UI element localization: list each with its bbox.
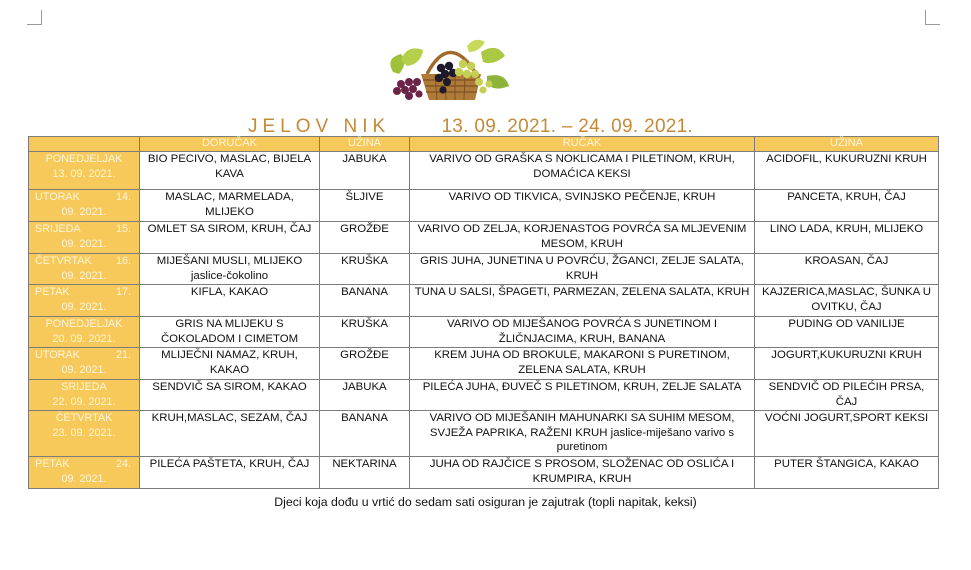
day-name: SRIJEDA [61, 381, 107, 393]
day-cell [29, 254, 140, 285]
snack2-cell: VOĆNI JOGURT,SPORT KEKSI [755, 411, 939, 457]
corner-mark-top-left [27, 10, 42, 25]
breakfast-text: MIJEŠANI MUSLI, MLIJEKO [156, 255, 303, 267]
day-date: 09. 2021. [61, 472, 107, 485]
day-number: 14. [115, 191, 131, 203]
breakfast-cell: MLIJEČNI NAMAZ, KRUH, KAKAO [140, 348, 320, 380]
day-name: SRIJEDA [35, 223, 81, 235]
day-name: PONEDJELJAK [45, 153, 123, 165]
breakfast-cell [140, 254, 320, 285]
grape-basket-icon [383, 32, 515, 104]
day-date: 09. 2021. [61, 269, 107, 282]
footer-note: Djeci koja dođu u vrtić do sedam sati osiguran je zajutrak (topli napitak, keksi) [274, 495, 697, 509]
day-date: 09. 2021. [61, 300, 107, 313]
snack1-cell: ŠLJIVE [320, 190, 410, 222]
lunch-cell: PILEĆA JUHA, ĐUVEČ S PILETINOM, KRUH, ZELJE SALATA [410, 380, 755, 411]
breakfast-cell: BIO PECIVO, MASLAC, BIJELA KAVA [140, 152, 320, 190]
breakfast-cell: OMLET SA SIROM, KRUH, ČAJ [140, 222, 320, 254]
table-row [29, 411, 939, 457]
breakfast-cell: MASLAC, MARMELADA, MLIJEKO [140, 190, 320, 222]
day-number: 17. [115, 286, 131, 298]
snack1-cell: GROŽĐE [320, 348, 410, 380]
day-date: 09. 2021. [61, 205, 107, 218]
breakfast-cell: PILEĆA PAŠTETA, KRUH, ČAJ [140, 457, 320, 489]
lunch-cell: TUNA U SALSI, ŠPAGETI, PARMEZAN, ZELENA SALATA, KRUH [410, 285, 755, 317]
snack1-cell: BANANA [320, 285, 410, 317]
table-row [29, 190, 939, 222]
day-number: 15. [115, 223, 131, 235]
corner-mark-top-right [925, 10, 940, 25]
snack1-cell: KRUŠKA [320, 254, 410, 285]
title-text: JELOV NIK [248, 116, 391, 137]
table-row [29, 254, 939, 285]
lunch-cell: VARIVO OD GRAŠKA S NOKLICAMA I PILETINOM, KRUH, DOMAĆICA KEKSI [410, 152, 755, 190]
day-name: ČETVRTAK [55, 412, 113, 424]
day-cell [29, 348, 140, 380]
day-name: ČETVRTAK [35, 255, 92, 267]
day-date: 09. 2021. [61, 363, 107, 376]
table-row [29, 457, 939, 489]
header-breakfast: DORUČAK [140, 137, 320, 152]
table-header-row [29, 137, 939, 152]
snack1-cell: JABUKA [320, 380, 410, 411]
day-cell [29, 411, 140, 457]
lunch-cell: KREM JUHA OD BROKULE, MAKARONI S PURETINOM, ZELENA SALATA, KRUH [410, 348, 755, 380]
breakfast-cell: KIFLA, KAKAO [140, 285, 320, 317]
table-row [29, 222, 939, 254]
snack1-cell: GROŽĐE [320, 222, 410, 254]
day-number: 24. [115, 458, 131, 470]
lunch-cell: VARIVO OD ZELJA, KORJENASTOG POVRĆA SA MLJEVENIM MESOM, KRUH [410, 222, 755, 254]
snack2-cell: PUTER ŠTANGICA, KAKAO [755, 457, 939, 489]
header-day-col [29, 137, 140, 152]
day-cell [29, 285, 140, 317]
day-name: PONEDJELJAK [45, 318, 123, 330]
day-date: 09. 2021. [61, 237, 107, 250]
table-row [29, 317, 939, 348]
day-cell [29, 380, 140, 411]
snack2-cell: KAJZERICA,MASLAC, ŠUNKA U OVITKU, ČAJ [755, 285, 939, 317]
day-number: 16. [115, 255, 131, 267]
header-snack: UŽINA [755, 137, 939, 152]
lunch-cell: VARIVO OD MIJEŠANOG POVRĆA S JUNETINOM I ŽLIČNJACIMA, KRUH, BANANA [410, 317, 755, 348]
table-row [29, 348, 939, 380]
snack2-cell: PANCETA, KRUH, ČAJ [755, 190, 939, 222]
day-cell [29, 190, 140, 222]
snack2-cell: KROASAN, ČAJ [755, 254, 939, 285]
breakfast-cell: KRUH,MASLAC, SEZAM, ČAJ [140, 411, 320, 457]
day-date: 13. 09. 2021. [52, 167, 116, 180]
header-snack: UŽINA [320, 137, 410, 152]
snack1-cell: BANANA [320, 411, 410, 457]
breakfast-cell: SENDVIČ SA SIROM, KAKAO [140, 380, 320, 411]
snack1-cell: JABUKA [320, 152, 410, 190]
title-dates: 13. 09. 2021. – 24. 09. 2021. [441, 116, 694, 137]
day-name: PETAK [35, 458, 70, 470]
table-row [29, 380, 939, 411]
day-date: 23. 09. 2021. [52, 426, 116, 439]
day-cell [29, 152, 140, 190]
day-name: UTORAK [35, 349, 80, 361]
snack2-cell: ACIDOFIL, KUKURUZNI KRUH [755, 152, 939, 190]
day-cell [29, 457, 140, 489]
day-name: PETAK [35, 286, 70, 298]
breakfast-note: jaslice-čokolino [190, 269, 269, 282]
day-name: UTORAK [35, 191, 80, 203]
snack2-cell: PUDING OD VANILIJE [755, 317, 939, 348]
day-date: 20. 09. 2021. [52, 332, 116, 345]
lunch-cell: VARIVO OD MIJEŠANIH MAHUNARKI SA SUHIM MESOM, SVJEŽA PAPRIKA, RAŽENI KRUH jaslice-miješano varivo s puretinom [410, 411, 755, 457]
day-cell [29, 317, 140, 348]
lunch-cell: GRIS JUHA, JUNETINA U POVRĆU, ŽGANCI, ZELJE SALATA, KRUH [410, 254, 755, 285]
day-number: 21. [115, 349, 131, 361]
lunch-cell: JUHA OD RAJČICE S PROSOM, SLOŽENAC OD OSLIĆA I KRUMPIRA, KRUH [410, 457, 755, 489]
snack1-cell: KRUŠKA [320, 317, 410, 348]
table-row [29, 152, 939, 190]
day-date: 22. 09. 2021. [52, 395, 116, 408]
table-row [29, 285, 939, 317]
snack2-cell: LINO LADA, KRUH, MLIJEKO [755, 222, 939, 254]
breakfast-cell: GRIS NA MLIJEKU S ČOKOLADOM I CIMETOM [140, 317, 320, 348]
lunch-cell: VARIVO OD TIKVICA, SVINJSKO PEČENJE, KRUH [410, 190, 755, 222]
snack2-cell: JOGURT,KUKURUZNI KRUH [755, 348, 939, 380]
menu-table [28, 136, 939, 489]
snack2-cell: SENDVIČ OD PILEĆIH PRSA, ČAJ [755, 380, 939, 411]
header-lunch: RUČAK [410, 137, 755, 152]
day-cell [29, 222, 140, 254]
snack1-cell: NEKTARINA [320, 457, 410, 489]
